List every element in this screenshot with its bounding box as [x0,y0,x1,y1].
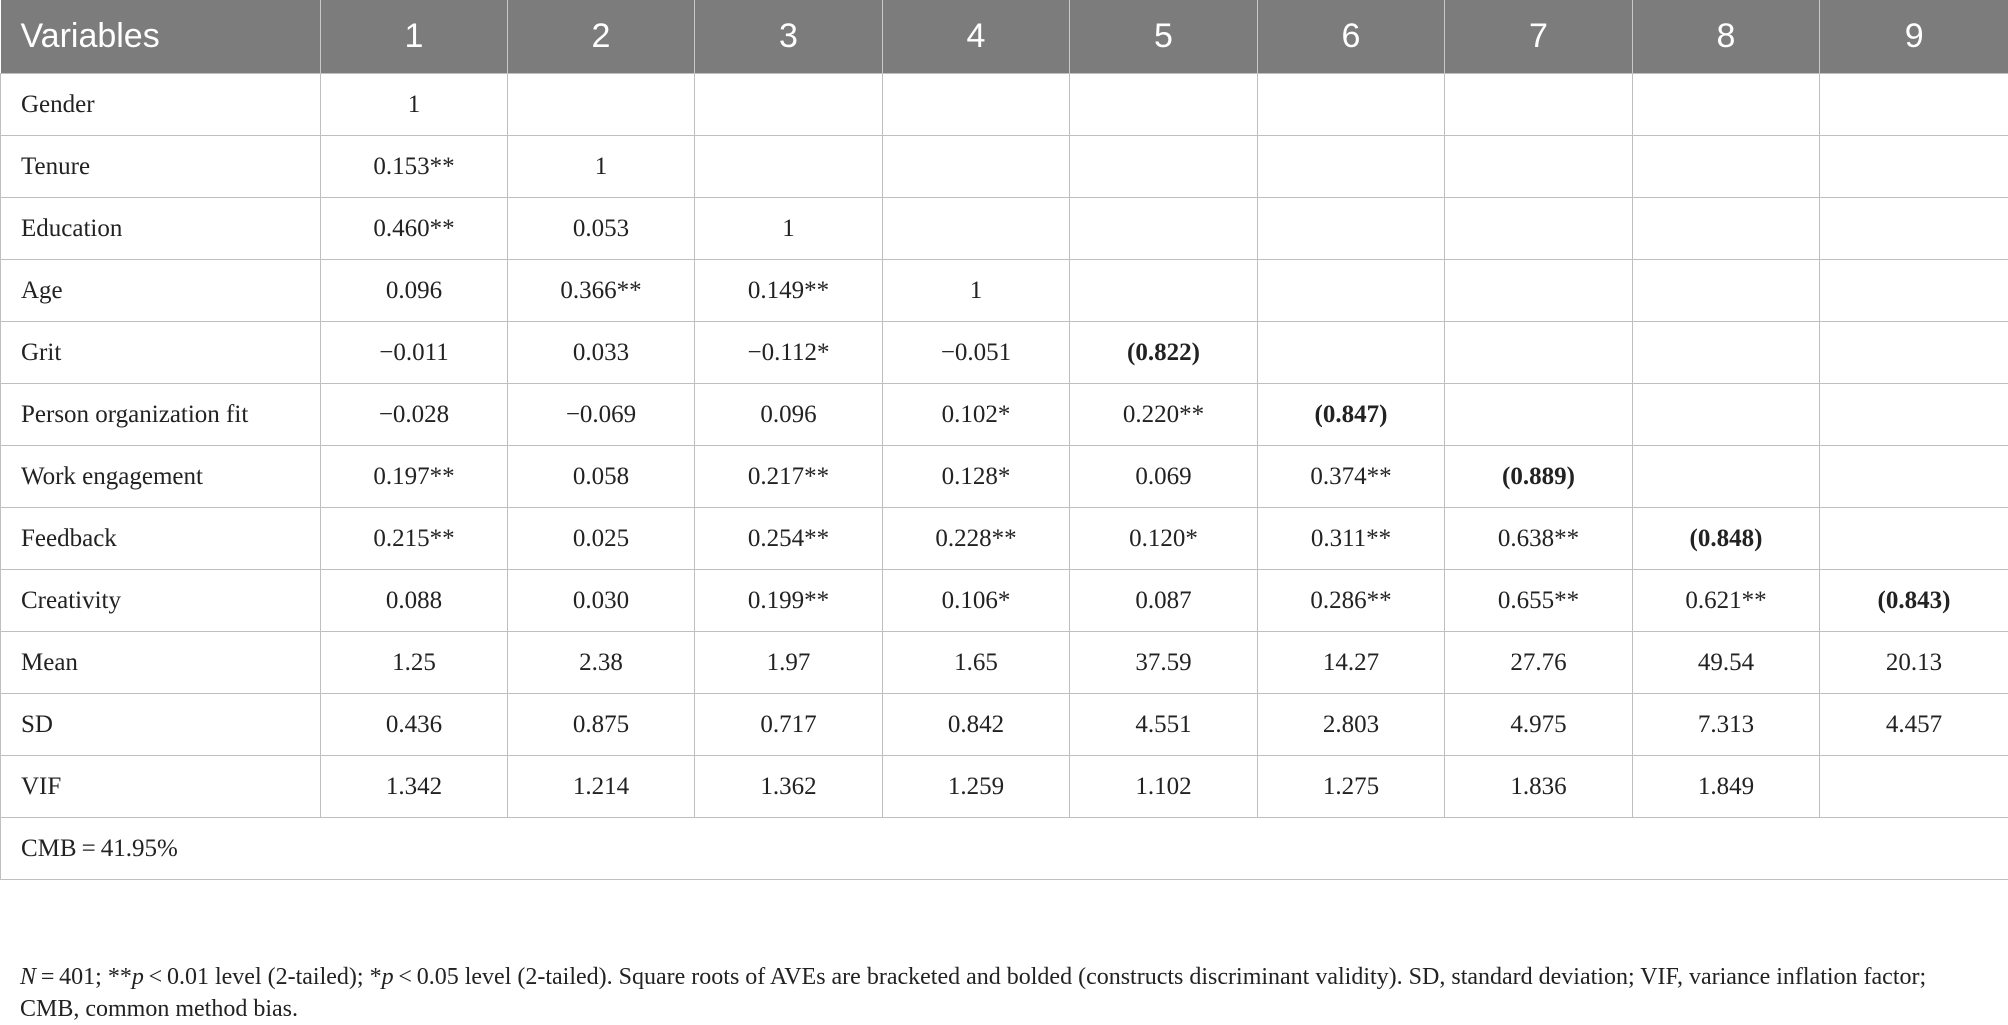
table-cell [1258,136,1445,198]
table-cell [1445,136,1633,198]
table-cell: 0.621** [1633,570,1820,632]
table-cell: 0.875 [508,694,695,756]
table-cell [1633,260,1820,322]
table-cell: 2.803 [1258,694,1445,756]
footnote-text: < 0.01 level (2-tailed); * [144,964,382,990]
table-row [1,694,2008,756]
table-cell: 2.38 [508,632,695,694]
header-row [1,0,2008,74]
table-cell: 0.220** [1070,384,1258,446]
table-cell: 1.97 [695,632,883,694]
header-cell: 6 [1258,0,1445,74]
table-cell: 0.088 [321,570,508,632]
table-cell: 1.342 [321,756,508,818]
header-cell: Variables [1,0,321,74]
table-cell [1445,322,1633,384]
table-cell: 0.655** [1445,570,1633,632]
table-cell: 0.106* [883,570,1070,632]
table-cell [1258,198,1445,260]
table-cell: (0.889) [1445,446,1633,508]
table-cell: −0.112* [695,322,883,384]
footnote-n: N [20,964,36,990]
table-cell [1633,136,1820,198]
table-cell: 0.053 [508,198,695,260]
table-cell: 0.374** [1258,446,1445,508]
table-cell: 0.096 [695,384,883,446]
table-row [1,818,2008,880]
table-cell: 0.025 [508,508,695,570]
table-cell [1633,446,1820,508]
table-cell [695,74,883,136]
table-cell: 49.54 [1633,632,1820,694]
table-cell: 0.460** [321,198,508,260]
table-cell: −0.069 [508,384,695,446]
table-cell: 0.717 [695,694,883,756]
table-cell: −0.011 [321,322,508,384]
footnote-text: < 0.05 level (2-tailed). Square roots of AVEs are bracketed and bolded (constructs discriminant validity). SD, standard deviation; VIF, variance inflation factor; CMB, common method bias. [20,964,1926,1022]
table-cell: 0.087 [1070,570,1258,632]
table-cell: 0.436 [321,694,508,756]
table-cell: 1.275 [1258,756,1445,818]
table-row [1,446,2008,508]
table-cell [1258,74,1445,136]
table-row [1,756,2008,818]
table-row [1,74,2008,136]
table-cell: (0.848) [1633,508,1820,570]
header-cell: 2 [508,0,695,74]
table-cell: (0.822) [1070,322,1258,384]
table-cell: 0.199** [695,570,883,632]
header-cell: 4 [883,0,1070,74]
table-cell: (0.847) [1258,384,1445,446]
table-cell: 0.058 [508,446,695,508]
table-row [1,632,2008,694]
table-cell: 0.120* [1070,508,1258,570]
table-cell [1633,322,1820,384]
row-label: Gender [1,74,321,136]
table-row [1,260,2008,322]
table-cell [883,136,1070,198]
table-cell: 14.27 [1258,632,1445,694]
table-cell: 1.362 [695,756,883,818]
table-cell [1820,198,2008,260]
table-cell: 1.849 [1633,756,1820,818]
row-label: SD [1,694,321,756]
table-cell: (0.843) [1820,570,2008,632]
table-cell: −0.028 [321,384,508,446]
table-cell [1070,136,1258,198]
table-row [1,384,2008,446]
table-cell: 0.033 [508,322,695,384]
table-cell [1445,384,1633,446]
table-cell [508,74,695,136]
table-cell: 0.366** [508,260,695,322]
table-cell [1633,74,1820,136]
table-cell [1070,198,1258,260]
table-cell [1633,384,1820,446]
table-cell: 0.228** [883,508,1070,570]
row-label: Person organization fit [1,384,321,446]
table-cell: 1 [695,198,883,260]
table-cell: 4.551 [1070,694,1258,756]
footnote-p: p [132,964,144,990]
table-cell [1820,322,2008,384]
table-cell: 0.197** [321,446,508,508]
table-cell [1258,322,1445,384]
table-cell: 1.259 [883,756,1070,818]
row-label: Education [1,198,321,260]
table-cell [1070,260,1258,322]
table-cell [1258,260,1445,322]
table-row [1,508,2008,570]
table-cell: 27.76 [1445,632,1633,694]
header-cell: 3 [695,0,883,74]
row-label: Work engagement [1,446,321,508]
row-label: VIF [1,756,321,818]
table-row [1,198,2008,260]
table-cell: 1 [321,74,508,136]
table-cell: 1 [883,260,1070,322]
row-label: Feedback [1,508,321,570]
row-label: Creativity [1,570,321,632]
table-cell: 37.59 [1070,632,1258,694]
table-cell [1820,384,2008,446]
table-cell: 1.214 [508,756,695,818]
table-cell: 7.313 [1633,694,1820,756]
table-cell: 0.311** [1258,508,1445,570]
table-cell: 0.128* [883,446,1070,508]
table-cell: 0.102* [883,384,1070,446]
table-cell: 0.149** [695,260,883,322]
table-cell: 0.069 [1070,446,1258,508]
table-cell: 1 [508,136,695,198]
table-cell [1070,74,1258,136]
table-cell [1445,260,1633,322]
table-cell: 0.638** [1445,508,1633,570]
table-cell: 0.842 [883,694,1070,756]
table-cell [1820,508,2008,570]
footnote-text: = 401; ** [36,964,132,990]
header-cell: 7 [1445,0,1633,74]
table-cell: 0.286** [1258,570,1445,632]
header-cell: 9 [1820,0,2008,74]
row-label: Tenure [1,136,321,198]
header-cell: 5 [1070,0,1258,74]
table-cell [1820,260,2008,322]
table-cell: 0.215** [321,508,508,570]
table-cell: 0.030 [508,570,695,632]
table-cell: 1.102 [1070,756,1258,818]
table-cell [1633,198,1820,260]
footnote-p: p [382,964,394,990]
table-cell: −0.051 [883,322,1070,384]
table-row [1,570,2008,632]
cmb-cell: CMB = 41.95% [1,818,2008,880]
table-cell: 20.13 [1820,632,2008,694]
table-cell: 0.096 [321,260,508,322]
table-cell [1445,74,1633,136]
table-cell: 0.254** [695,508,883,570]
table-cell: 1.836 [1445,756,1633,818]
table-cell [883,74,1070,136]
table-cell [1820,136,2008,198]
table-cell: 4.975 [1445,694,1633,756]
header-cell: 1 [321,0,508,74]
table-cell: 1.65 [883,632,1070,694]
table-cell: 0.217** [695,446,883,508]
table-cell: 1.25 [321,632,508,694]
row-label: Age [1,260,321,322]
table-cell: 0.153** [321,136,508,198]
row-label: Grit [1,322,321,384]
table-row [1,136,2008,198]
table-cell [1820,446,2008,508]
table-cell [1445,198,1633,260]
table-row [1,322,2008,384]
row-label: Mean [1,632,321,694]
table-cell [695,136,883,198]
table-cell [1820,756,2008,818]
table-cell: 4.457 [1820,694,2008,756]
table-body [1,74,2008,880]
header-cell: 8 [1633,0,1820,74]
table-cell [883,198,1070,260]
table-cell [1820,74,2008,136]
table-footnote [20,961,1980,1025]
